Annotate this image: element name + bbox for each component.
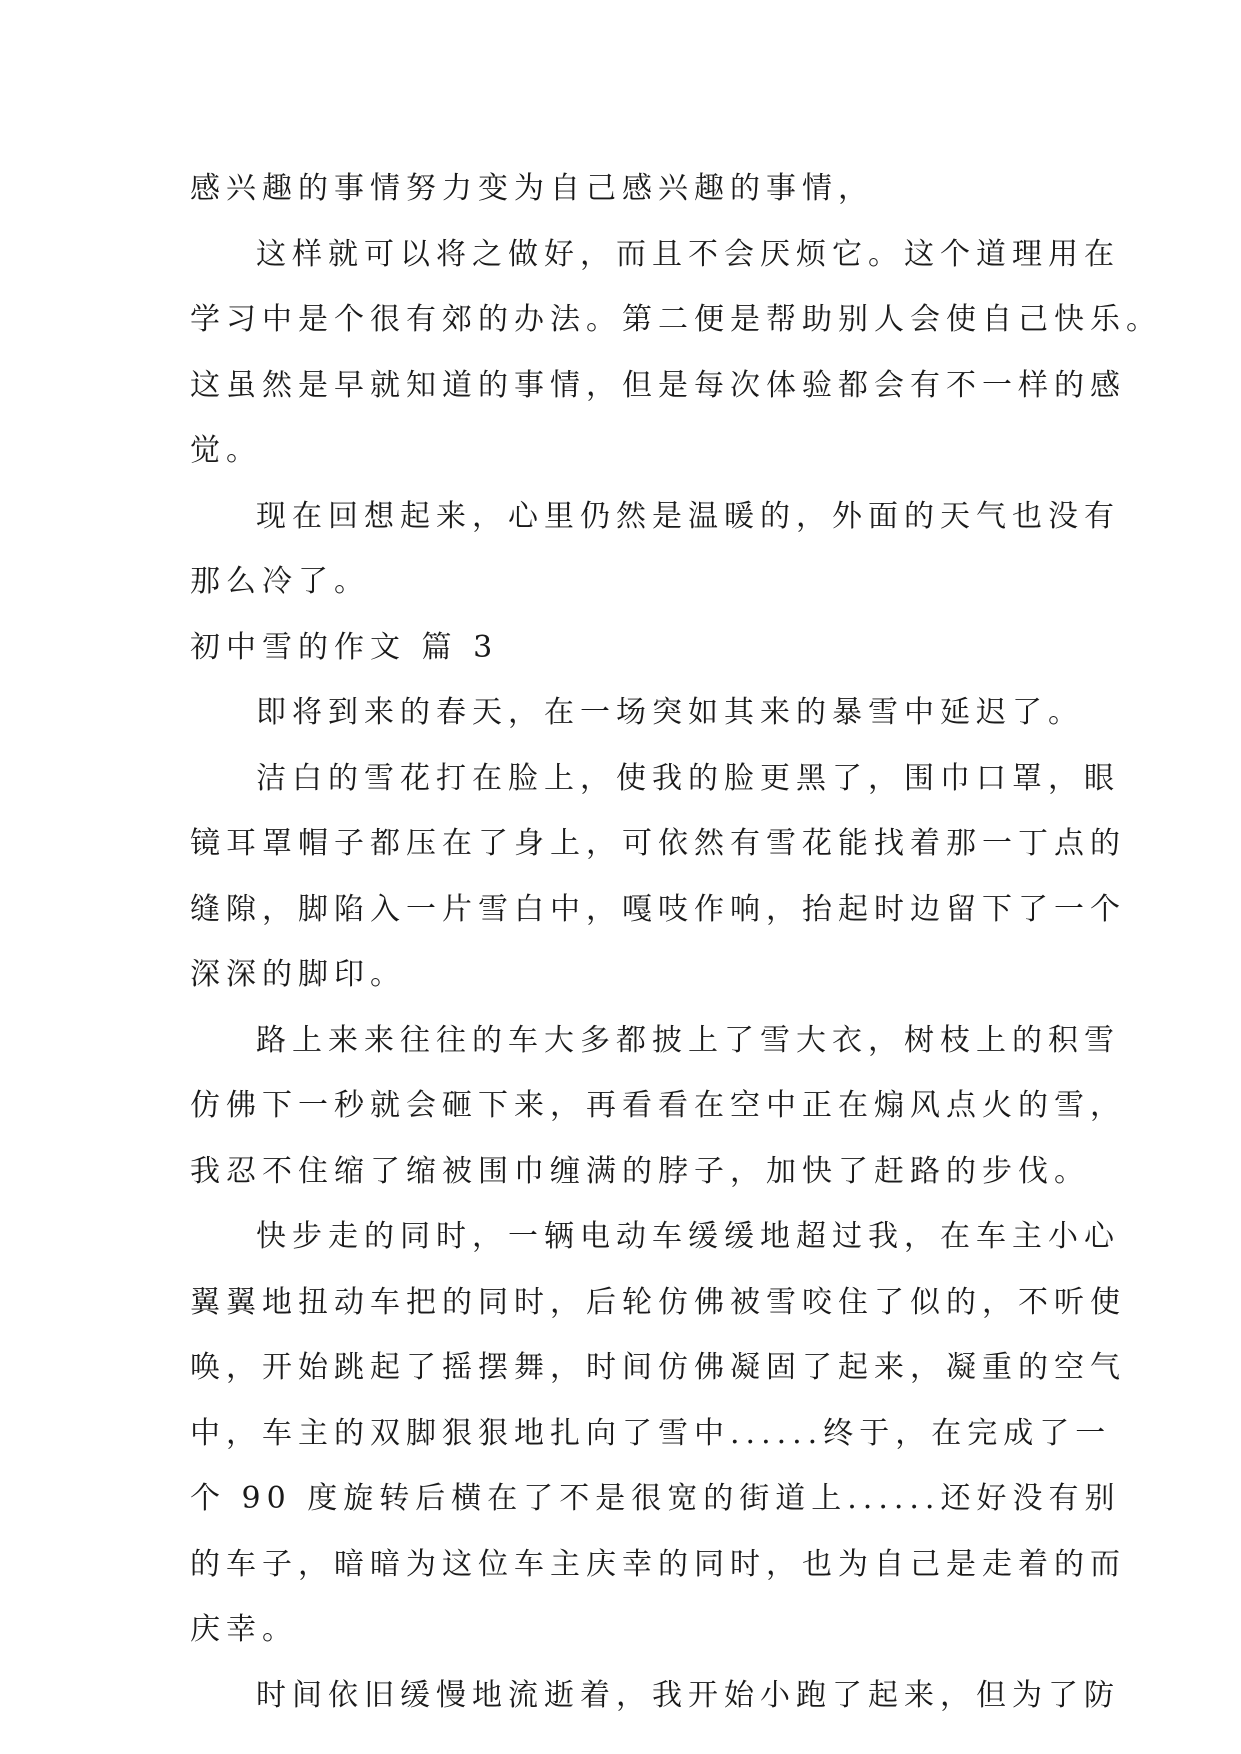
text-line: 快步走的同时，一辆电动车缓缓地超过我，在车主小心 <box>256 1219 1120 1254</box>
text-line: 时间依旧缓慢地流逝着，我开始小跑了起来，但为了防 <box>256 1677 1120 1713</box>
text-line: 我忍不住缩了缩被围巾缠满的脖子，加快了赶路的步伐。 <box>190 1153 1090 1189</box>
text-line: 个 90 度旋转后横在了不是很宽的街道上......还好没有别 <box>190 1481 1121 1516</box>
text-line: 学习中是个很有郊的办法。第二便是帮助别人会使自己快乐。 <box>190 302 1162 337</box>
text-line: 庆幸。 <box>190 1612 298 1647</box>
text-line: 现在回想起来，心里仍然是温暖的，外面的天气也没有 <box>256 498 1120 534</box>
text-line: 路上来来往往的车大多都披上了雪大衣，树枝上的积雪 <box>256 1022 1120 1058</box>
text-line: 即将到来的春天，在一场突如其来的暴雪中延迟了。 <box>256 695 1084 730</box>
text-line: 感兴趣的事情努力变为自己感兴趣的事情， <box>190 171 874 206</box>
text-line: 那么冷了。 <box>190 564 370 599</box>
text-line: 翼翼地扭动车把的同时，后轮仿佛被雪咬住了似的，不听使 <box>190 1284 1126 1320</box>
text-line: 中，车主的双脚狠狠地扎向了雪中......终于，在完成了一 <box>190 1415 1112 1451</box>
text-line: 洁白的雪花打在脸上，使我的脸更黑了，围巾口罩，眼 <box>256 760 1120 796</box>
text-line: 这样就可以将之做好，而且不会厌烦它。这个道理用在 <box>256 236 1120 272</box>
document-body <box>190 156 1162 1728</box>
text-line: 缝隙，脚陷入一片雪白中，嘎吱作响，抬起时边留下了一个 <box>190 891 1126 927</box>
section-heading: 初中雪的作文 篇 3 <box>190 629 499 665</box>
text-line: 深深的脚印。 <box>190 957 406 992</box>
text-line: 仿佛下一秒就会砸下来，再看看在空中正在煽风点火的雪， <box>190 1088 1126 1123</box>
text-line: 唤，开始跳起了摇摆舞，时间仿佛凝固了起来，凝重的空气 <box>190 1350 1126 1385</box>
text-line: 的车子，暗暗为这位车主庆幸的同时，也为自己是走着的而 <box>190 1546 1126 1582</box>
text-line: 这虽然是早就知道的事情，但是每次体验都会有不一样的感 <box>190 367 1126 403</box>
text-line: 觉。 <box>190 433 262 468</box>
text-line: 镜耳罩帽子都压在了身上，可依然有雪花能找着那一丁点的 <box>190 826 1126 861</box>
